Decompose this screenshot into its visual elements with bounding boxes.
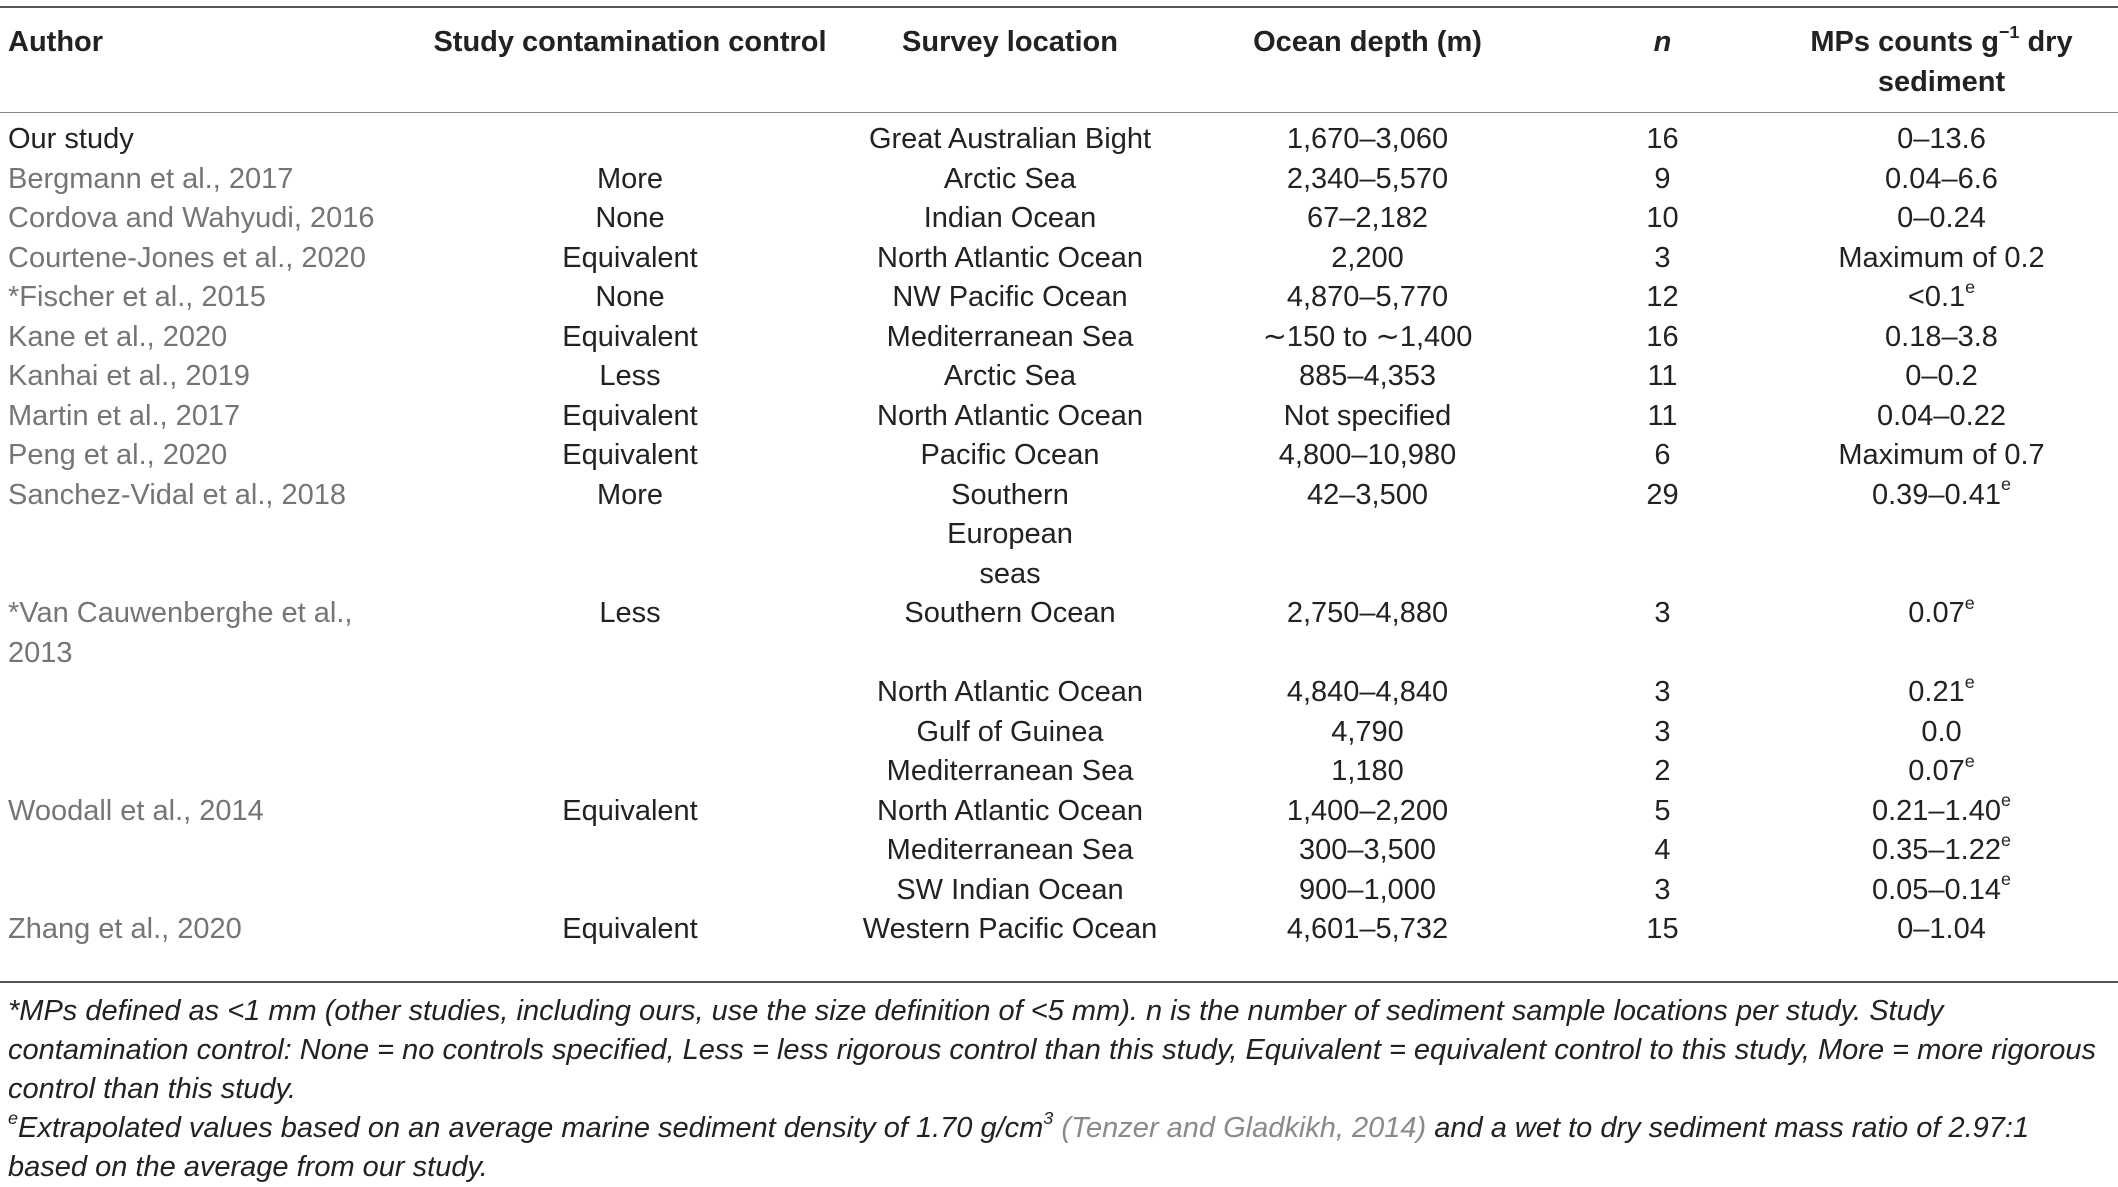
mps-cell: 0–1.04: [1897, 913, 1986, 945]
location-cell: North Atlantic Ocean: [877, 241, 1143, 274]
n-cell: 3: [1654, 676, 1671, 708]
n-cell: 16: [1646, 320, 1679, 353]
depth-cell: 2,750–4,880: [1286, 597, 1449, 629]
depth-cell: 67–2,182: [1307, 202, 1428, 234]
table-row: [0, 476, 2118, 595]
n-cell: 11: [1647, 360, 1678, 392]
location-cell: Arctic Sea: [943, 360, 1077, 392]
location-cell: North Atlantic Ocean: [877, 676, 1143, 708]
table-row: [0, 871, 2118, 911]
footnote-marker: e: [2001, 790, 2011, 811]
location-cell: Indian Ocean: [923, 202, 1097, 234]
header-control: Study contamination control: [433, 26, 827, 58]
depth-cell: 900–1,000: [1298, 873, 1437, 906]
n-cell: 3: [1654, 715, 1671, 748]
footnote-marker: e: [1964, 671, 1975, 692]
control-cell: [415, 112, 845, 160]
author-cell: *Van Cauwenberghe et al., 2013: [8, 597, 353, 669]
n-cell: 4: [1654, 834, 1671, 866]
depth-cell: 4,870–5,770: [1286, 281, 1449, 313]
mps-cell: 0.07e: [1908, 750, 1975, 787]
author-cell: Zhang et al., 2020: [8, 913, 242, 945]
table-row: [0, 831, 2118, 871]
footnote-size-definition: *MPs defined as <1 mm (other studies, including ours, use the size definition of <5 mm). n is the number of sediment sample locations per study. Study contamination control: None = no controls specified, Less = less rigorous control than this study, Equivalent = equivalent control to this study, More = more rigorous control than this study.: [8, 995, 2097, 1105]
location-cell: Mediterranean Sea: [886, 755, 1134, 787]
header-row: [0, 8, 2118, 112]
n-cell: 3: [1654, 241, 1671, 274]
depth-cell: 1,180: [1331, 755, 1404, 787]
author-cell: Sanchez-Vidal et al., 2018: [8, 478, 347, 511]
location-cell: SW Indian Ocean: [896, 873, 1124, 906]
footnote-marker: e: [2001, 869, 2011, 890]
footnote-marker: e: [2001, 829, 2011, 850]
control-cell: More: [596, 478, 664, 511]
author-cell: Peng et al., 2020: [8, 439, 228, 471]
control-cell: Equivalent: [562, 439, 698, 471]
author-cell: Kanhai et al., 2019: [8, 360, 250, 392]
control-cell: Less: [599, 597, 661, 629]
location-cell: Gulf of Guinea: [916, 715, 1104, 748]
header-location: Survey location: [902, 26, 1118, 58]
author-cell: Courtene-Jones et al., 2020: [8, 241, 366, 274]
microplastics-table: [0, 8, 2118, 960]
author-cell: [0, 673, 415, 713]
mps-cell: 0.04–0.22: [1876, 399, 2006, 432]
depth-cell: 885–4,353: [1298, 360, 1437, 392]
depth-cell: 42–3,500: [1307, 478, 1428, 511]
location-cell: Arctic Sea: [943, 162, 1077, 195]
control-cell: Equivalent: [562, 320, 698, 353]
depth-cell: 4,800–10,980: [1278, 439, 1457, 471]
author-cell: Cordova and Wahyudi, 2016: [8, 202, 375, 234]
n-cell: 3: [1654, 873, 1671, 906]
location-cell: Mediterranean Sea: [886, 834, 1134, 866]
bottom-rule: [0, 981, 2118, 983]
location-cell: Southern European seas: [947, 478, 1073, 590]
footnotes: [8, 992, 2112, 1187]
depth-cell: 300–3,500: [1298, 834, 1437, 866]
n-cell: 11: [1647, 399, 1678, 432]
table-row: [0, 278, 2118, 318]
author-cell: [0, 871, 415, 911]
footnote-marker: e: [2001, 474, 2011, 495]
table-row: [0, 752, 2118, 792]
control-cell: None: [595, 281, 665, 313]
location-cell: North Atlantic Ocean: [877, 794, 1143, 827]
mps-cell: 0.35–1.22e: [1871, 829, 2011, 866]
table-row: [0, 436, 2118, 476]
table-row: [0, 160, 2118, 200]
location-cell: North Atlantic Ocean: [877, 399, 1143, 432]
citation-link[interactable]: (Tenzer and Gladkikh, 2014): [1061, 1112, 1427, 1144]
mps-cell: 0.0: [1921, 715, 1962, 748]
depth-cell: 4,790: [1331, 715, 1404, 748]
mps-cell: 0.21–1.40e: [1871, 790, 2011, 827]
author-cell: [0, 752, 415, 792]
control-cell: [415, 673, 845, 713]
depth-cell: 2,200: [1331, 241, 1404, 274]
footnote-marker: e: [1965, 276, 1976, 297]
mps-cell: 0.21e: [1908, 671, 1975, 708]
table-row: [0, 910, 2118, 960]
control-cell: None: [595, 202, 665, 234]
location-cell: Western Pacific Ocean: [862, 913, 1158, 945]
depth-cell: 1,670–3,060: [1286, 123, 1449, 155]
footnote-marker: e: [1964, 750, 1975, 771]
table-row: [0, 112, 2118, 160]
control-cell: [415, 713, 845, 753]
author-cell: [0, 713, 415, 753]
control-cell: [415, 871, 845, 911]
control-cell: [415, 752, 845, 792]
mps-cell: 0.05–0.14e: [1871, 869, 2011, 906]
control-cell: Equivalent: [562, 913, 698, 945]
mps-cell: 0–0.2: [1905, 360, 1978, 392]
table-row: [0, 673, 2118, 713]
table-row: [0, 357, 2118, 397]
control-cell: Equivalent: [562, 241, 698, 274]
control-cell: More: [596, 162, 664, 195]
header-author: Author: [8, 26, 104, 58]
n-cell: 6: [1654, 439, 1671, 471]
n-cell: 29: [1646, 478, 1679, 511]
depth-cell: 4,601–5,732: [1286, 913, 1449, 945]
location-cell: Southern Ocean: [904, 597, 1116, 629]
header-depth: Ocean depth (m): [1253, 26, 1482, 58]
n-cell: 15: [1646, 913, 1679, 945]
n-cell: 3: [1654, 597, 1671, 629]
mps-cell: <0.1$^e$: [1907, 276, 1976, 313]
header-mps: MPs counts $g^{-1}$ dry sediment: [1810, 21, 2073, 98]
n-cell: 16: [1646, 123, 1679, 155]
n-cell: 9: [1654, 162, 1671, 195]
footnote-marker: e: [1964, 592, 1975, 613]
table-row: [0, 594, 2118, 673]
author-cell: *Fischer et al., 2015: [8, 281, 266, 313]
footnote-extrapolation: $^e$Extrapolated values based on an average marine sediment density of 1.70 $g/cm^3$ (Tenzer and Gladkikh, 2014) and a wet to dry sediment mass ratio of 2.97:1 based on the average from our study.: [8, 1107, 2030, 1183]
table-row: [0, 199, 2118, 239]
depth-cell: Not specified: [1283, 399, 1452, 432]
depth-cell: ∼150 to ∼1,400: [1262, 320, 1473, 353]
author-cell: Our study: [8, 123, 134, 155]
depth-cell: 4,840–4,840: [1286, 676, 1449, 708]
location-cell: Pacific Ocean: [920, 439, 1100, 471]
n-cell: 10: [1646, 202, 1679, 234]
header-n: n: [1653, 26, 1672, 58]
control-cell: Equivalent: [562, 399, 698, 432]
control-cell: Equivalent: [562, 794, 698, 827]
mps-cell: 0.04–6.6: [1885, 162, 1998, 195]
mps-cell: 0.39–0.41e: [1871, 474, 2011, 511]
depth-cell: 2,340–5,570: [1286, 162, 1449, 195]
table-row: [0, 713, 2118, 753]
mps-cell: 0.07e: [1908, 592, 1975, 629]
mps-cell: 0–0.24: [1897, 202, 1986, 234]
depth-cell: 1,400–2,200: [1286, 794, 1449, 827]
mps-cell: 0.18–3.8: [1885, 320, 1998, 353]
table-row: [0, 397, 2118, 437]
n-cell: 5: [1654, 794, 1671, 827]
mps-cell: Maximum of 0.7: [1838, 439, 2045, 471]
table-row: [0, 318, 2118, 358]
location-cell: Mediterranean Sea: [886, 320, 1134, 353]
table-row: [0, 792, 2118, 832]
control-cell: Less: [599, 360, 661, 392]
location-cell: Great Australian Bight: [868, 123, 1152, 155]
location-cell: NW Pacific Ocean: [892, 281, 1128, 313]
mps-cell: 0–13.6: [1897, 123, 1986, 155]
table-body: [0, 112, 2118, 960]
author-cell: [0, 831, 415, 871]
mps-cell: Maximum of 0.2: [1838, 241, 2045, 274]
control-cell: [415, 831, 845, 871]
n-cell: 12: [1646, 281, 1679, 313]
n-cell: 2: [1654, 755, 1671, 787]
table-row: [0, 239, 2118, 279]
author-cell: Martin et al., 2017: [8, 399, 241, 432]
author-cell: Bergmann et al., 2017: [8, 162, 294, 195]
author-cell: Woodall et al., 2014: [8, 794, 264, 827]
author-cell: Kane et al., 2020: [8, 320, 228, 353]
